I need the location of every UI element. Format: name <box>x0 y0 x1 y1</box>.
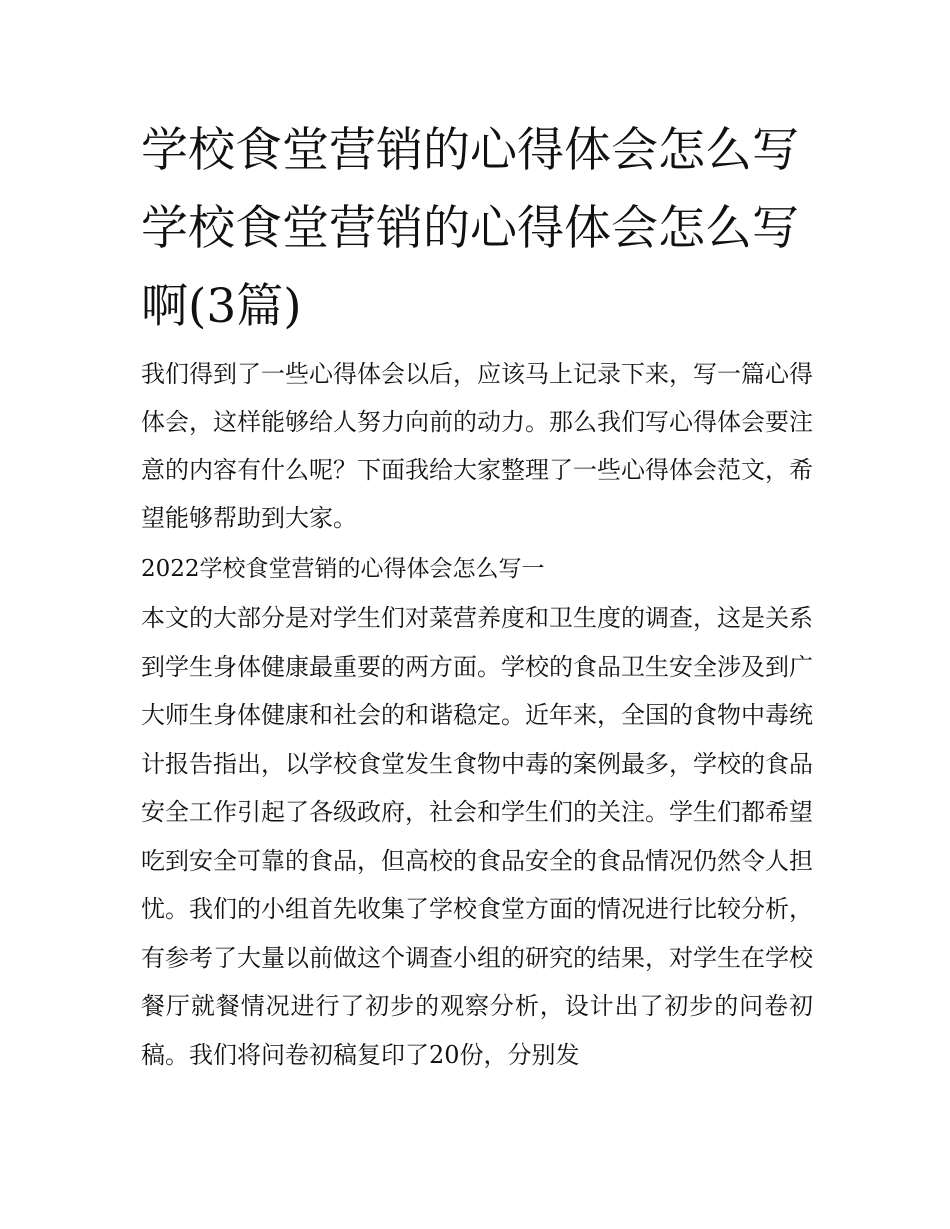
intro-paragraph: 我们得到了一些心得体会以后，应该马上记录下来，写一篇心得体会，这样能够给人努力向前的动力。那么我们写心得体会要注意的内容有什么呢？下面我给大家整理了一些心得体会范文，希望能够帮助到大家。 <box>141 360 813 532</box>
document-title: 学校食堂营销的心得体会怎么写 学校食堂营销的心得体会怎么写啊(3篇) <box>141 123 799 334</box>
body-paragraph: 本文的大部分是对学生们对菜营养度和卫生度的调查，这是关系到学生身体健康最重要的两方面。学校的食品卫生安全涉及到广大师生身体健康和社会的和谐稳定。近年来，全国的食物中毒统计报告指出，以学校食堂发生食物中毒的案例最多，学校的食品安全工作引起了各级政府，社会和学生们的关注。学生们都希望吃到安全可靠的食品，但高校的食品安全的食品情况仍然令人担忧。我们的小组首先收集了学校食堂方面的情况进行比较分析，有参考了大量以前做这个调查小组的研究的结果，对学生在学校餐厅就餐情况进行了初步的观察分析，设计出了初步的问卷初稿。我们将问卷初稿复印了20份，分别发 <box>141 604 813 1069</box>
section-heading: 2022学校食堂营销的心得体会怎么写一 <box>141 556 545 582</box>
document-page <box>141 112 813 1079</box>
